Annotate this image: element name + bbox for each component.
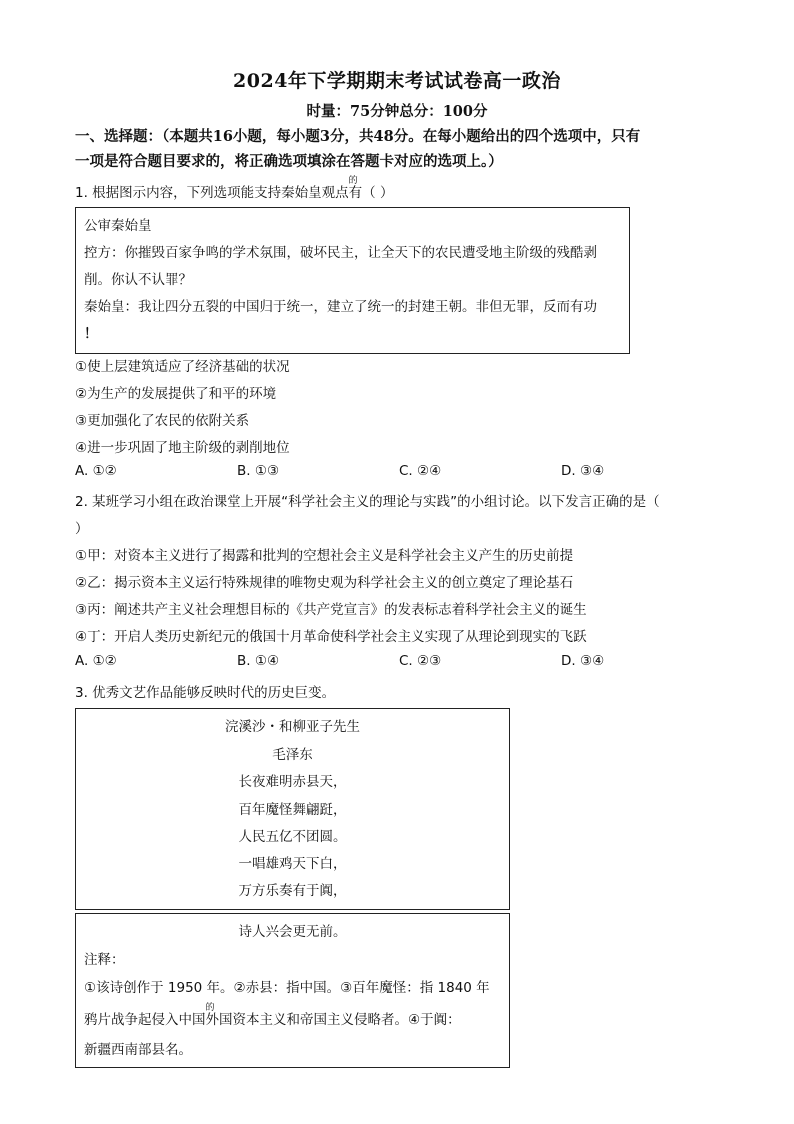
q1-stem-paren: 有（ ） [348,185,394,201]
q2-item: ④丁：开启人类历史新纪元的俄国十月革命使科学社会主义实现了从理论到现实的飞跃 [75,629,587,645]
q3-note-box [75,913,510,1068]
q1-ruby-char: 的 [348,176,358,186]
q2-stem-line-2: ） [75,521,89,537]
box-line: 控方：你摧毁百家争鸣的学术氛围，破坏民主，让全天下的农民遭受地主阶级的残酷剥 [84,245,597,261]
q2-option-a[interactable]: A. ①② [75,653,117,669]
poem-line: 一唱雄鸡天下白， [238,856,347,872]
note-line-1: ①该诗创作于 1950 年。②赤县：指中国。③百年魔怪：指 1840 年 [84,980,490,996]
q2-item: ③丙：阐述共产主义社会理想目标的《共产党宣言》的发表标志着科学社会主义的诞生 [75,602,587,618]
poem-author: 毛泽东 [272,747,313,763]
q1-material-box [75,207,630,354]
q1-option-d[interactable]: D. ③④ [561,463,605,479]
q2-stem-line-1: 2. 某班学习小组在政治课堂上开展“科学社会主义的理论与实践”的小组讨论。以下发言正确的是（ [75,494,660,510]
q2-option-d[interactable]: D. ③④ [561,653,605,669]
note-line-2 [84,1003,461,1028]
q2-option-c[interactable]: C. ②③ [399,653,442,669]
q1-item: ①使上层建筑适应了经济基础的状况 [75,359,290,375]
section-instructions [75,124,725,174]
q1-item: ③更加强化了农民的依附关系 [75,413,250,429]
q1-option-a[interactable]: A. ①② [75,463,117,479]
q1-item: ②为生产的发展提供了和平的环境 [75,386,277,402]
box-line: ！ [84,326,98,342]
instruction-line-2: 一项是符合题目要求的，将正确选项填涂在答题卡对应的选项上。） [75,153,503,170]
poem-line: 人民五亿不团圆。 [238,829,347,845]
poem-line: 百年魔怪舞翩跹， [238,802,347,818]
q1-stem-text: 1. 根据图示内容，下列选项能支持秦始皇观点 [75,185,349,201]
poem-title: 浣溪沙・和柳亚子先生 [225,719,360,735]
q1-option-b[interactable]: B. ①③ [237,463,280,479]
note-ruby-char: 的 [205,1003,215,1013]
q2-option-b[interactable]: B. ①④ [237,653,280,669]
exam-title: 2024年下学期期末考试试卷高一政治 [233,70,561,92]
q2-item: ①甲：对资本主义进行了揭露和批判的空想社会主义是科学社会主义产生的历史前提 [75,548,574,564]
box-line: 秦始皇：我让四分五裂的中国归于统一，建立了统一的封建王朝。非但无罪，反而有功 [84,299,597,315]
poem-line: 长夜难明赤县天， [238,774,347,790]
exam-subtitle: 时量：75分钟总分：100分 [306,103,488,120]
note-line-2-rest: 外国资本主义和帝国主义侵略者。④于阗： [205,1012,461,1028]
note-line-2-text: 鸦片战争起侵入中国 [84,1012,206,1028]
q1-stem [75,176,394,201]
note-label: 注释： [84,952,125,968]
instruction-line-1: 一、选择题：（本题共16小题，每小题3分，共48分。在每小题给出的四个选项中，只有 [75,128,641,145]
q1-item: ④进一步巩固了地主阶级的剥削地位 [75,440,290,456]
q2-item: ②乙：揭示资本主义运行特殊规律的唯物史观为科学社会主义的创立奠定了理论基石 [75,575,574,591]
box-line: 公审秦始皇 [84,218,152,234]
poem-line: 万方乐奏有于阗， [238,883,347,899]
q3-poem-box [75,708,510,910]
note-line-3: 新疆西南部县名。 [84,1042,192,1058]
q1-option-c[interactable]: C. ②④ [399,463,442,479]
box-line: 削。你认不认罪？ [84,272,192,288]
poem-last-line: 诗人兴会更无前。 [238,924,347,940]
q3-stem: 3. 优秀文艺作品能够反映时代的历史巨变。 [75,685,336,701]
